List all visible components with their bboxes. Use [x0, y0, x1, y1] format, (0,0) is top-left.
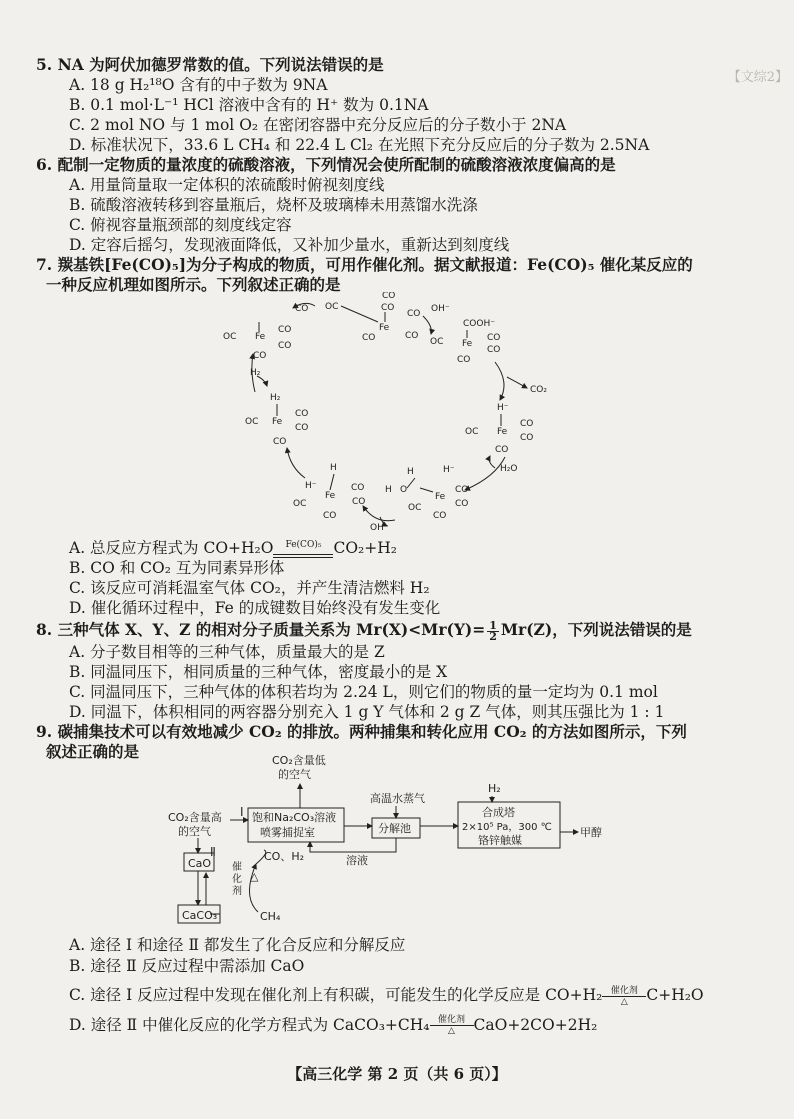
r-co-2: CO: [520, 433, 534, 443]
co-h2-label: CO、H₂: [264, 850, 305, 863]
low-co2-air-line1: CO₂含量低: [272, 754, 326, 767]
spray-box-line1: 饱和Na₂CO₃溶液: [252, 811, 337, 824]
low-co2-air-line2: 的空气: [278, 768, 311, 781]
r-hminus: H⁻: [497, 403, 509, 413]
caco3-box: CaCO₃: [182, 909, 218, 922]
q8-fraction-den: 2: [489, 629, 497, 643]
q7-a-equals-line: [273, 554, 333, 558]
q7-a-post: CO₂+H₂: [333, 539, 397, 557]
lr-co-2: CO: [455, 499, 469, 509]
q6-option-c: C. 俯视容量瓶颈部的刻度线定容: [69, 216, 292, 234]
top-oh: OH⁻: [431, 304, 450, 314]
q7-option-a: [36, 538, 766, 558]
l-h2: H₂: [250, 368, 261, 378]
lr-water-h2: H: [385, 485, 392, 495]
bl-oc: OC: [293, 499, 307, 509]
question-7-options: [36, 538, 766, 618]
top-co-r: CO: [407, 309, 421, 319]
l-co-3: CO: [273, 437, 287, 447]
l-fe: Fe: [272, 417, 283, 427]
lr-water-o: O: [400, 485, 408, 495]
steam-label: 高温水蒸气: [370, 792, 425, 805]
lr-co-3: CO: [433, 511, 447, 521]
top-oc: OC: [325, 302, 339, 312]
r-h2o: H₂O: [500, 464, 518, 474]
l-h2-bound: H₂: [270, 393, 281, 403]
q8-stem-post: Mr(Z)，下列说法错误的是: [500, 620, 692, 639]
ul-oc: OC: [223, 332, 237, 342]
cat-char-3: 剂: [232, 886, 242, 897]
q9-stem: 9. 碳捕集技术可以有效地减少 CO₂ 的排放。两种捕集和转化应用 CO₂ 的方法如图所示，下列: [36, 722, 687, 741]
q5-option-c: C. 2 mol NO 与 1 mol O₂ 在密闭容器中充分反应后的分子数小于 2NA: [69, 116, 567, 134]
l-co-2: CO: [295, 423, 309, 433]
lr-fe: Fe: [435, 492, 446, 502]
q9-d-condition: [430, 1015, 474, 1036]
carbon-capture-flow-diagram: [160, 752, 640, 930]
q7-option-b: B. CO 和 CO₂ 互为同素异形体: [69, 559, 285, 577]
q9-option-d: [36, 1015, 766, 1037]
lr-co-1: CO: [455, 485, 469, 495]
methanol-label: 甲醇: [580, 826, 602, 839]
ul-fe: Fe: [255, 332, 266, 342]
question-5: [36, 55, 766, 155]
q5-option-d: D. 标准状况下，33.6 L CH₄ 和 22.4 L Cl₂ 在光照下充分反应后的分子数为 2.5NA: [69, 136, 650, 154]
top-fe: Fe: [379, 323, 390, 333]
path-1-label: Ⅰ: [240, 805, 244, 819]
page-footer: 【高三化学 第 2 页（共 6 页）】: [287, 1065, 507, 1083]
q6-option-d: D. 定容后摇匀，发现液面降低，又补加少量水，重新达到刻度线: [69, 236, 510, 254]
q8-option-d: D. 同温下，体积相同的两容器分别充入 1 g Y 气体和 2 g Z 气体，则其压强比为 1 : 1: [69, 702, 665, 721]
bl-fe: Fe: [325, 491, 336, 501]
q8-stem: [36, 620, 766, 642]
top-co-bl: CO: [362, 333, 376, 343]
path-2-label: Ⅱ: [210, 845, 216, 859]
tower-line2: 2×10⁵ Pa，300 ℃: [462, 822, 552, 833]
lr-oc: OC: [408, 503, 422, 513]
l-co-1: CO: [295, 409, 309, 419]
q6-option-a: A. 用量筒量取一定体积的浓硫酸时俯视刻度线: [69, 176, 385, 194]
bl-co-3: CO: [323, 511, 337, 521]
ur-cooh: COOH⁻: [463, 319, 495, 329]
heat-symbol: △: [250, 870, 259, 883]
q9-c-catalyst: 催化剂: [602, 986, 646, 997]
q8-fraction: [487, 618, 499, 643]
q5-stem: 5. NA 为阿伏加德罗常数的值。下列说法错误的是: [36, 55, 384, 74]
q9-c-heat: △: [620, 996, 628, 1007]
q8-option-c: C. 同温同压下，三种气体的体积若均为 2.24 L，则它们的物质的量一定均为 0.1 mol: [69, 682, 658, 701]
question-9-options: [36, 935, 766, 1036]
cat-char-1: 催: [232, 862, 242, 873]
ur-fe: Fe: [462, 339, 473, 349]
ul-co-2: CO: [278, 341, 292, 351]
l-oc: OC: [245, 417, 259, 427]
catalytic-cycle-diagram: [195, 292, 575, 532]
q8-option-a: A. 分子数目相等的三种气体，质量最大的是 Z: [69, 642, 385, 661]
q9-option-b: B. 途径 Ⅱ 反应过程中需添加 CaO: [69, 957, 305, 975]
q7-a-catalyst: Fe(CO)₅: [285, 540, 322, 550]
q6-stem: 6. 配制一定物质的量浓度的硫酸溶液，下列情况会使所配制的硫酸溶液浓度偏高的是: [36, 155, 616, 174]
q7-stem-continued: 一种反应机理如图所示。下列叙述正确的是: [46, 275, 341, 294]
h2-label: H₂: [488, 782, 501, 795]
bl-oh: OH⁻: [370, 523, 389, 532]
lr-water-h: H: [407, 467, 414, 477]
q9-d-post: CaO+2CO+2H₂: [473, 1015, 598, 1034]
q8-option-b: B. 同温同压下，相同质量的三种气体，密度最小的是 X: [69, 662, 448, 681]
q9-d-heat: △: [448, 1026, 455, 1036]
q7-a-pre: A. 总反应方程式为 CO+H₂O: [69, 539, 274, 557]
q9-c-pre: C. 途径 Ⅰ 反应过程中发现在催化剂上有积碳，可能发生的化学反应是 CO+H₂: [69, 986, 603, 1004]
r-fe: Fe: [497, 427, 508, 437]
spray-box-line2: 喷雾捕捉室: [260, 826, 315, 839]
high-co2-air-line2: 的空气: [178, 825, 211, 838]
q7-option-d: D. 催化循环过程中，Fe 的成键数目始终没有发生变化: [69, 599, 441, 617]
q9-c-post: C+H₂O: [646, 986, 704, 1004]
decomp-box: 分解池: [378, 822, 411, 835]
question-6: [36, 155, 766, 255]
bl-co-1: CO: [351, 483, 365, 493]
q5-option-a: A. 18 g H₂¹⁸O 含有的中子数为 9NA: [69, 76, 328, 94]
q9-d-pre: D. 途径 Ⅱ 中催化反应的化学方程式为 CaCO₃+CH₄: [69, 1015, 430, 1034]
ur-co-2: CO: [487, 345, 501, 355]
top-co-2: CO: [381, 303, 395, 313]
ur-co-1: CO: [487, 333, 501, 343]
ch4-label: CH₄: [260, 910, 281, 923]
ur-co2: CO₂: [530, 385, 547, 395]
ur-oc: OC: [430, 337, 444, 347]
high-co2-air-line1: CO₂含量高: [168, 811, 222, 824]
r-co-3: CO: [495, 445, 509, 455]
top-co-left: CO: [295, 304, 309, 314]
bl-co-2: CO: [352, 497, 366, 507]
ul-co-1: CO: [278, 325, 292, 335]
top-co-1: CO: [382, 292, 396, 301]
margin-mark: 【文综2】: [727, 70, 788, 85]
question-7: [36, 255, 766, 295]
q7-stem: 7. 羰基铁[Fe(CO)₅]为分子构成的物质，可用作催化剂。据文献报道：Fe(CO)₅ 催化某反应的: [36, 255, 693, 274]
q8-fraction-num: 1: [489, 618, 497, 632]
cao-box: CaO: [188, 857, 212, 870]
q5-option-b: B. 0.1 mol·L⁻¹ HCl 溶液中含有的 H⁺ 数为 0.1NA: [69, 96, 429, 114]
q9-c-condition: [602, 986, 646, 1007]
q9-d-catalyst: 催化剂: [430, 1015, 474, 1026]
q9-option-c: [36, 985, 766, 1007]
solution-label: 溶液: [346, 854, 368, 867]
ul-co-3: CO: [253, 351, 267, 361]
q9-stem-continued: 叙述正确的是: [46, 742, 140, 761]
q9-option-a: A. 途径 Ⅰ 和途径 Ⅱ 都发生了化合反应和分解反应: [69, 936, 406, 954]
lr-hminus: H⁻: [443, 465, 455, 475]
r-co-1: CO: [520, 419, 534, 429]
r-oc: OC: [465, 427, 479, 437]
q7-option-c: C. 该反应可消耗温室气体 CO₂，并产生清洁燃料 H₂: [69, 579, 430, 597]
q6-option-b: B. 硫酸溶液转移到容量瓶后，烧杯及玻璃棒未用蒸馏水洗涤: [69, 196, 478, 214]
q7-a-arrow: [273, 540, 333, 558]
q8-stem-pre: 8. 三种气体 X、Y、Z 的相对分子质量关系为 Mr(X)<Mr(Y)=: [36, 620, 486, 639]
question-8: [36, 620, 766, 722]
cat-char-2: 化: [232, 874, 242, 885]
bl-h: H: [330, 463, 337, 473]
top-co-br: CO: [405, 331, 419, 341]
ur-co-3: CO: [457, 355, 471, 365]
bl-hminus: H⁻: [305, 481, 317, 491]
tower-line3: 铬锌触媒: [478, 834, 522, 847]
tower-line1: 合成塔: [482, 806, 515, 819]
